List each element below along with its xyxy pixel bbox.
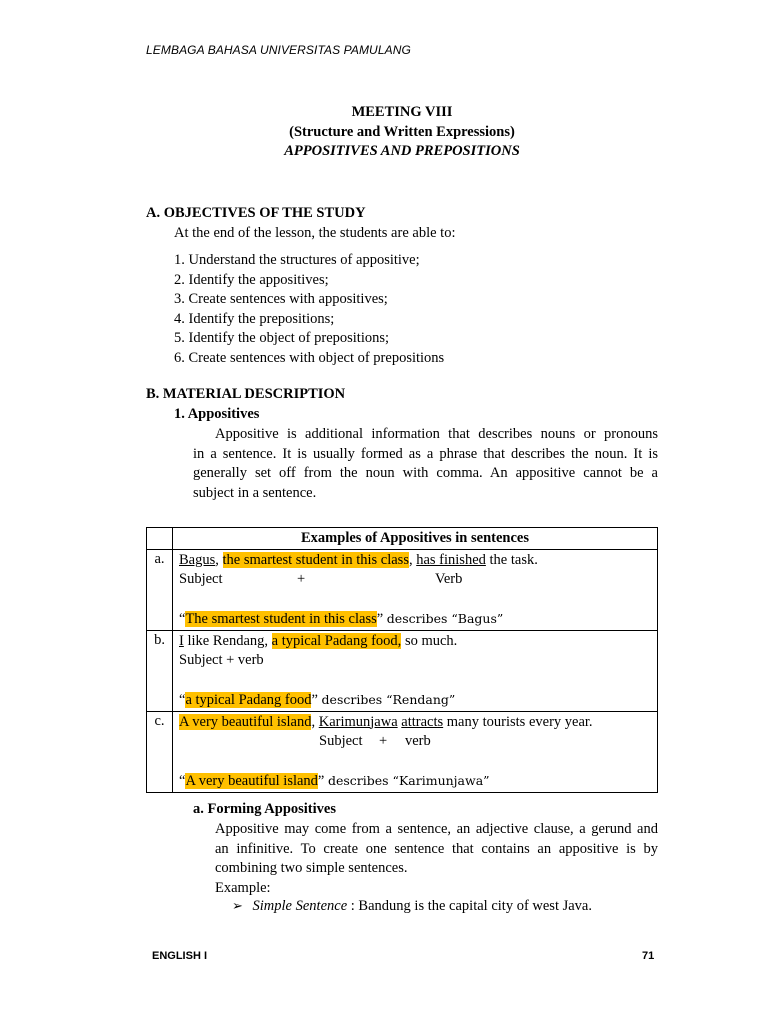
structure-labels: Subject + verb: [319, 733, 431, 749]
description-line: “A very beautiful island” describes “Karimunjawa”: [179, 773, 490, 789]
table-header: Examples of Appositives in sentences: [173, 528, 658, 550]
table-row: [147, 711, 658, 792]
table-row: [147, 549, 658, 630]
forming-appositives-heading: a. Forming Appositives: [193, 801, 336, 817]
appositives-subheading: 1. Appositives: [174, 406, 260, 422]
subject: Bagus: [179, 551, 216, 568]
list-item: 5. Identify the object of prepositions;: [174, 330, 390, 346]
paragraph-line: generally set off from the noun with comma. An appositive cannot be a: [193, 465, 658, 481]
example-sentence: I like Rendang, a typical Padang food, so much.: [179, 632, 458, 649]
example-sentence: A very beautiful island, Karimunjawa attracts many tourists every year.: [179, 713, 593, 730]
list-item: 4. Identify the prepositions;: [174, 310, 335, 327]
row-label: c.: [147, 711, 173, 792]
simple-sentence-bullet: ➢ Simple Sentence : Bandung is the capital city of west Java.: [232, 898, 592, 914]
forming-paragraph: [215, 820, 658, 898]
appositive-highlight: A very beautiful island: [179, 713, 312, 730]
example-label: Example:: [215, 879, 271, 896]
section-a-heading: A. OBJECTIVES OF THE STUDY: [146, 205, 366, 221]
structure-labels: Subject + Verb: [179, 571, 463, 587]
list-item: 1. Understand the structures of appositive;: [174, 252, 420, 268]
subject: I: [179, 632, 184, 649]
row-label: b.: [147, 630, 173, 711]
list-item: 3. Create sentences with appositives;: [174, 291, 388, 307]
footer-course: ENGLISH I: [152, 950, 208, 962]
example-sentence: Bagus, the smartest student in this class, has finished the task.: [179, 551, 538, 568]
paragraph-line: Appositive is additional information that describes nouns or pronouns: [215, 426, 658, 442]
paragraph-line: combining two simple sentences.: [215, 860, 408, 876]
appositive-highlight: a typical Padang food,: [271, 632, 402, 649]
list-item: 2. Identify the appositives;: [174, 271, 329, 288]
paragraph-line: in a sentence. It is usually formed as a phrase that describes the noun. It is: [193, 445, 658, 462]
page-header: LEMBAGA BAHASA UNIVERSITAS PAMULANG: [146, 43, 411, 57]
row-label: a.: [147, 549, 173, 630]
meeting-subtitle: (Structure and Written Expressions): [289, 124, 515, 140]
description-line: “a typical Padang food” describes “Rendang”: [179, 692, 456, 708]
subject: Karimunjawa: [318, 713, 398, 730]
paragraph-line: Appositive may come from a sentence, an adjective clause, a gerund and: [215, 821, 658, 837]
appositive-highlight: the smartest student in this class: [222, 551, 409, 568]
appositive-examples-table: [146, 527, 658, 793]
paragraph-line: subject in a sentence.: [193, 484, 317, 501]
meeting-topic: APPOSITIVES AND PREPOSITIONS: [284, 143, 520, 159]
verb: has finished: [416, 551, 486, 568]
description-line: “The smartest student in this class” describes “Bagus”: [179, 611, 504, 627]
meeting-title: MEETING VIII: [351, 104, 453, 120]
structure-labels: Subject + verb: [179, 652, 264, 668]
list-item: 6. Create sentences with object of prepositions: [174, 349, 445, 366]
appositive-highlight: The smartest student in this class: [185, 611, 377, 627]
appositive-highlight: A very beautiful island: [185, 773, 318, 789]
arrow-bullet-icon: ➢: [232, 899, 243, 914]
paragraph-line: an infinitive. To create one sentence that contains an appositive is by: [215, 840, 658, 857]
section-a-intro: At the end of the lesson, the students are able to:: [174, 225, 456, 241]
appositive-highlight: a typical Padang food: [185, 692, 312, 708]
verb: attracts: [401, 713, 444, 730]
section-b-heading: B. MATERIAL DESCRIPTION: [146, 386, 346, 402]
table-header-row: [147, 528, 658, 550]
table-row: [147, 630, 658, 711]
appositive-definition: [193, 425, 658, 503]
page-number: 71: [642, 950, 655, 962]
objectives-list: [174, 251, 444, 368]
